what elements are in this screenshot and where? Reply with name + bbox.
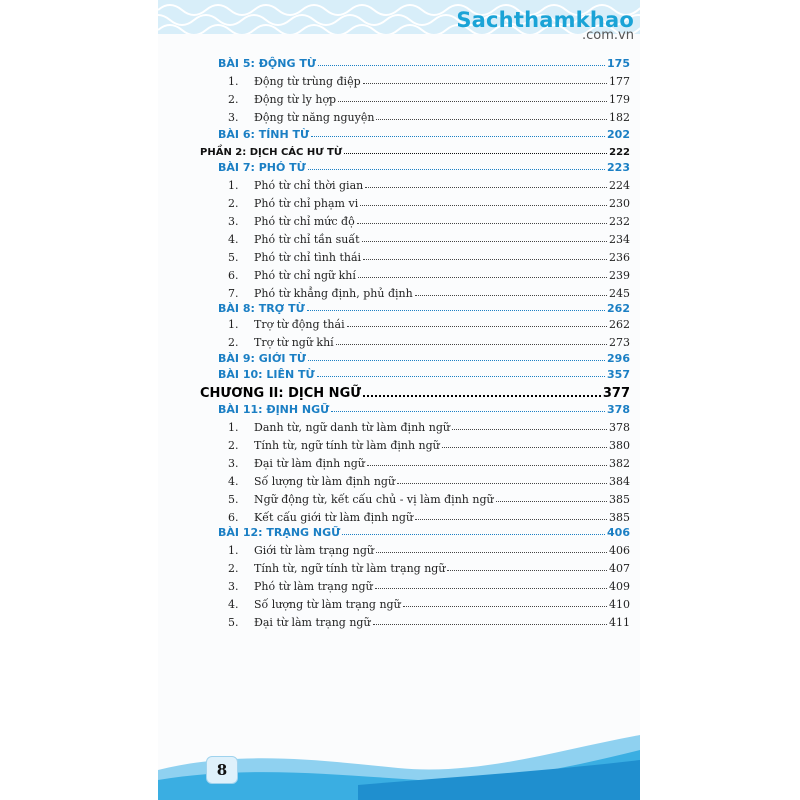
- dot-leader: [415, 518, 607, 520]
- toc-item: [228, 213, 630, 228]
- toc-lesson: [218, 55, 630, 70]
- dot-leader: [342, 533, 605, 535]
- toc-item-number: 3.: [228, 457, 239, 470]
- toc-entry-page: 232: [609, 215, 630, 228]
- toc-item-number: 2.: [228, 439, 239, 452]
- toc-entry-page: 230: [609, 197, 630, 210]
- toc-item-number: 5.: [228, 251, 239, 264]
- toc-item: [228, 473, 630, 488]
- toc-item-number: 1.: [228, 421, 239, 434]
- toc-entry-page: 223: [607, 161, 630, 174]
- toc-entry-title: Danh từ, ngữ danh từ làm định ngữ: [254, 421, 450, 434]
- toc-item-number: 2.: [228, 93, 239, 106]
- toc-entry-title: BÀI 7: PHÓ TỪ: [218, 161, 306, 174]
- dot-leader: [308, 168, 605, 170]
- toc-item-number: 6.: [228, 269, 239, 282]
- toc-entry-title: BÀI 9: GIỚI TỪ: [218, 352, 307, 365]
- toc-entry-title: Trợ từ động thái: [254, 318, 345, 331]
- toc-item: [228, 316, 630, 331]
- toc-item-number: 1.: [228, 75, 239, 88]
- toc-entry-page: 410: [609, 598, 630, 611]
- toc-entry-page: 377: [602, 386, 630, 401]
- toc-item-number: 2.: [228, 336, 239, 349]
- toc-entry-page: 182: [609, 111, 630, 124]
- dot-leader: [442, 446, 607, 448]
- toc-entry-page: 378: [607, 403, 630, 416]
- dot-leader: [358, 276, 607, 278]
- toc-entry-title: Động từ ly hợp: [254, 93, 337, 106]
- toc-entry-title: Động từ trùng điệp: [254, 75, 361, 88]
- dot-leader: [317, 375, 605, 377]
- toc-item: [228, 578, 630, 593]
- dot-leader: [367, 464, 607, 466]
- toc-item-number: 3.: [228, 580, 239, 593]
- toc-item: [228, 231, 630, 246]
- toc-entry-title: Phó từ chỉ phạm vi: [254, 197, 359, 210]
- toc-entry-title: Trợ từ ngữ khí: [254, 336, 334, 349]
- toc-entry-title: Phó từ chỉ ngữ khí: [254, 269, 356, 282]
- toc-entry-title: Số lượng từ làm trạng ngữ: [254, 598, 401, 611]
- toc-entry-title: Phó từ khẳng định, phủ định: [254, 287, 413, 300]
- toc-entry-title: BÀI 8: TRỢ TỪ: [218, 302, 305, 315]
- toc-entry-title: BÀI 10: LIÊN TỪ: [218, 368, 315, 381]
- dot-leader: [375, 587, 607, 589]
- dot-leader: [307, 309, 605, 311]
- toc-entry-page: 406: [609, 544, 630, 557]
- dot-leader: [397, 482, 607, 484]
- toc-entry-page: 236: [609, 251, 630, 264]
- toc-entry-title: BÀI 11: ĐỊNH NGỮ: [218, 403, 330, 416]
- toc-item-number: 2.: [228, 197, 239, 210]
- toc-item: [228, 73, 630, 88]
- dot-leader: [365, 186, 607, 188]
- toc-item: [228, 267, 630, 282]
- toc-entry-page: 384: [609, 475, 630, 488]
- toc-entry-page: 380: [609, 439, 630, 452]
- toc-item: [228, 285, 630, 300]
- dot-leader: [362, 240, 608, 242]
- brand-name: Sachthamkhao: [456, 8, 634, 32]
- toc-lesson: [218, 159, 630, 174]
- dot-leader: [363, 394, 601, 397]
- toc-item-number: 3.: [228, 215, 239, 228]
- toc-entry-title: BÀI 12: TRẠNG NGỮ: [218, 526, 341, 539]
- toc-part: [200, 143, 630, 158]
- toc-entry-page: 224: [609, 179, 630, 192]
- toc-entry-title: Tính từ, ngữ tính từ làm trạng ngữ: [254, 562, 446, 575]
- toc-entry-page: 382: [609, 457, 630, 470]
- toc-lesson: [218, 524, 630, 539]
- toc-item: [228, 542, 630, 557]
- toc-entry-page: 385: [609, 493, 630, 506]
- toc-item: [228, 177, 630, 192]
- toc-item-number: 1.: [228, 544, 239, 557]
- toc-entry-page: 175: [607, 57, 630, 70]
- toc-item: [228, 596, 630, 611]
- toc-entry-page: 177: [609, 75, 630, 88]
- dot-leader: [376, 551, 607, 553]
- toc-entry-page: 409: [609, 580, 630, 593]
- toc-entry-page: 262: [609, 318, 630, 331]
- dot-leader: [447, 569, 607, 571]
- toc-entry-title: Động từ năng nguyện: [254, 111, 375, 124]
- toc-entry-title: Phó từ chỉ mức độ: [254, 215, 355, 228]
- toc-entry-page: 296: [607, 352, 630, 365]
- toc-lesson: [218, 366, 630, 381]
- toc-item: [228, 509, 630, 524]
- toc-entry-page: 357: [607, 368, 630, 381]
- toc-chapter: [200, 383, 630, 401]
- toc-entry-title: Số lượng từ làm định ngữ: [254, 475, 396, 488]
- toc-item-number: 1.: [228, 179, 239, 192]
- book-page: [158, 0, 640, 800]
- dot-leader: [363, 82, 607, 84]
- toc-lesson: [218, 126, 630, 141]
- toc-entry-page: 406: [607, 526, 630, 539]
- toc-item-number: 6.: [228, 511, 239, 524]
- dot-leader: [344, 152, 607, 154]
- toc-entry-title: Giới từ làm trạng ngữ: [254, 544, 375, 557]
- brand-domain: .com.vn: [582, 28, 634, 43]
- toc-entry-title: PHẦN 2: DỊCH CÁC HƯ TỪ: [200, 147, 343, 158]
- toc-item-number: 4.: [228, 475, 239, 488]
- toc-entry-title: Đại từ làm định ngữ: [254, 457, 365, 470]
- toc-entry-title: BÀI 5: ĐỘNG TỪ: [218, 57, 317, 70]
- dot-leader: [331, 410, 605, 412]
- dot-leader: [357, 222, 607, 224]
- dot-leader: [360, 204, 607, 206]
- dot-leader: [452, 428, 607, 430]
- toc-entry-page: 202: [607, 128, 630, 141]
- table-of-contents: [158, 0, 640, 800]
- toc-item: [228, 419, 630, 434]
- toc-item: [228, 560, 630, 575]
- toc-item: [228, 195, 630, 210]
- toc-item: [228, 437, 630, 452]
- toc-entry-page: 222: [609, 147, 630, 158]
- toc-entry-page: 385: [609, 511, 630, 524]
- toc-entry-page: 262: [607, 302, 630, 315]
- toc-entry-page: 378: [609, 421, 630, 434]
- toc-item-number: 1.: [228, 318, 239, 331]
- toc-entry-title: Phó từ chỉ thời gian: [254, 179, 364, 192]
- toc-item-number: 5.: [228, 493, 239, 506]
- toc-item: [228, 334, 630, 349]
- toc-lesson: [218, 300, 630, 315]
- toc-entry-title: CHƯƠNG II: DỊCH NGỮ: [200, 386, 362, 401]
- dot-leader: [415, 294, 607, 296]
- toc-entry-title: Phó từ chỉ tần suất: [254, 233, 360, 246]
- dot-leader: [347, 325, 607, 327]
- toc-item-number: 4.: [228, 598, 239, 611]
- toc-item-number: 3.: [228, 111, 239, 124]
- toc-item: [228, 455, 630, 470]
- toc-entry-title: Phó từ chỉ tình thái: [254, 251, 362, 264]
- toc-entry-title: Phó từ làm trạng ngữ: [254, 580, 373, 593]
- toc-item-number: 4.: [228, 233, 239, 246]
- toc-entry-page: 179: [609, 93, 630, 106]
- dot-leader: [336, 343, 607, 345]
- toc-item-number: 7.: [228, 287, 239, 300]
- toc-entry-page: 239: [609, 269, 630, 282]
- dot-leader: [338, 100, 607, 102]
- dot-leader: [403, 605, 607, 607]
- toc-item: [228, 491, 630, 506]
- dot-leader: [376, 118, 607, 120]
- dot-leader: [363, 258, 607, 260]
- toc-entry-page: 411: [609, 616, 630, 629]
- toc-item: [228, 109, 630, 124]
- toc-item: [228, 249, 630, 264]
- toc-entry-title: Tính từ, ngữ tính từ làm định ngữ: [254, 439, 440, 452]
- toc-lesson: [218, 401, 630, 416]
- dot-leader: [311, 135, 605, 137]
- toc-item: [228, 91, 630, 106]
- page-number: 8: [206, 756, 238, 784]
- toc-entry-page: 407: [609, 562, 630, 575]
- dot-leader: [496, 500, 607, 502]
- toc-entry-title: Kết cấu giới từ làm định ngữ: [254, 511, 414, 524]
- toc-entry-title: Ngữ động từ, kết cấu chủ - vị làm định ngữ: [254, 493, 494, 506]
- toc-entry-title: Đại từ làm trạng ngữ: [254, 616, 371, 629]
- dot-leader: [373, 623, 607, 625]
- toc-entry-page: 245: [609, 287, 630, 300]
- toc-item: [228, 614, 630, 629]
- toc-entry-page: 273: [609, 336, 630, 349]
- dot-leader: [318, 64, 605, 66]
- toc-item-number: 5.: [228, 616, 239, 629]
- toc-item-number: 2.: [228, 562, 239, 575]
- toc-entry-page: 234: [609, 233, 630, 246]
- dot-leader: [308, 359, 605, 361]
- toc-entry-title: BÀI 6: TÍNH TỪ: [218, 128, 310, 141]
- toc-lesson: [218, 350, 630, 365]
